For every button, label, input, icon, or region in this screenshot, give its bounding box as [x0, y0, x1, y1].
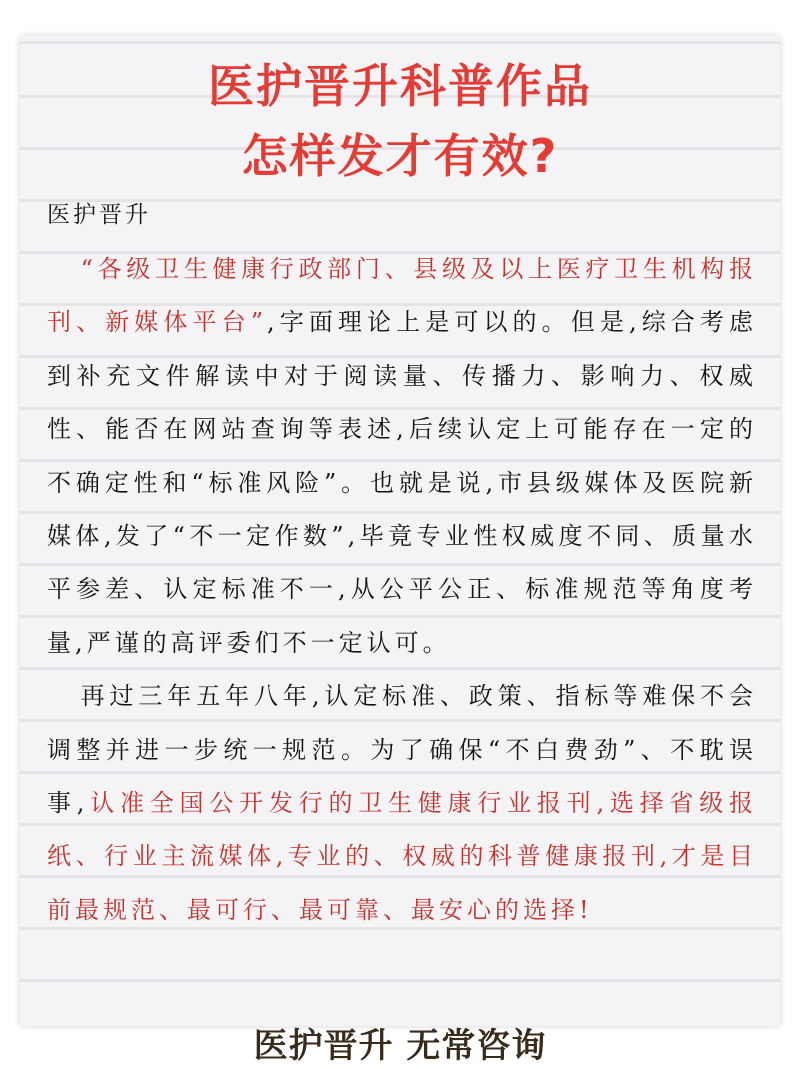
paragraph-2-text: 再过三年五年八年,认定标准、政策、指标等难保不会调整并进一步统一规范。为了确保“不白费劲”、不耽误事, — [47, 682, 757, 818]
footer-signature: 医护晋升 无常咨询 — [253, 1026, 547, 1066]
title-line-2: 怎样发才有效? — [241, 129, 559, 183]
author-name: 医护晋升 — [47, 202, 151, 228]
paragraph-1-text: ,字面理论上是可以的。但是,综合考虑到补充文件解读中对于阅读量、传播力、影响力、权威性、能否在网站查询等表述,后续认定上可能存在一定的不确定性和“标准风险”。也就是说,市县级媒体及医院新媒体,发了“不一定作数”,毕竟专业性权威度不同、质量水平参差、认定标准不一,从公平公正、标准规范等角度考量,严谨的高评委们不一定认可。 — [47, 308, 757, 657]
paragraph-1-highlight: “各级卫生健康行政部门、县级及以上医疗卫生机构报刊、新媒体平台” — [47, 255, 757, 337]
paragraph-2-highlight: 认准全国公开发行的卫生健康行业报刊,选择省级报纸、行业主流媒体,专业的、权威的科普健康报刊,才是目前最规范、最可行、最可靠、最安心的选择! — [47, 789, 757, 924]
title-line-1: 医护晋升科普作品 — [208, 59, 592, 113]
article-body — [47, 243, 757, 937]
paragraph-2 — [47, 670, 757, 937]
paragraph-1 — [47, 243, 757, 670]
